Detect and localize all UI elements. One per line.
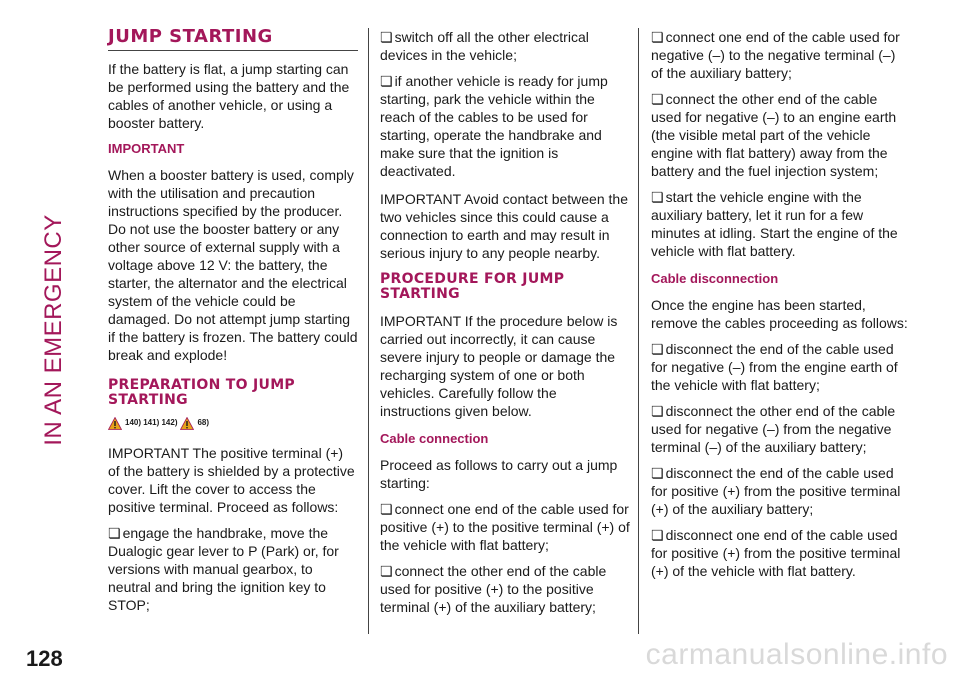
list-item: ❏ disconnect the end of the cable used for negative (–) from the engine earth of the vehicle with flat battery; — [651, 340, 909, 394]
cable-disconnection-heading: Cable disconnection — [651, 271, 779, 286]
list-item: ❏ switch off all the other electrical devices in the vehicle; — [380, 28, 630, 64]
list-item: ❏ if another vehicle is ready for jump starting, park the vehicle within the reach of the cables to be used for starting, operate the handbrake and make sure that the ignition is deactivated. — [380, 72, 630, 180]
list-item: ❏ connect one end of the cable used for positive (+) to the positive terminal (+) of the vehicle with flat battery; — [380, 500, 630, 554]
important-heading: IMPORTANT — [108, 141, 185, 156]
list-item: ❏ start the vehicle engine with the auxiliary battery, let it run for a few minutes at idling. Start the engine of the vehicle with flat battery. — [651, 188, 909, 260]
subsection-heading: PREPARATION TO JUMP STARTING — [108, 377, 295, 408]
column-3 — [651, 28, 909, 588]
column-1 — [108, 28, 358, 622]
column-divider — [638, 28, 639, 634]
list-item: ❏ connect the other end of the cable used for positive (+) to the positive terminal (+) of the auxiliary battery; — [380, 562, 630, 616]
list-item: ❏ disconnect the other end of the cable used for negative (–) from the negative terminal (–) of the auxiliary battery; — [651, 402, 909, 456]
warning-ref-text: 68) — [197, 418, 210, 427]
warning-ref-text: 140) 141) 142) — [125, 418, 178, 427]
list-item: ❏ connect one end of the cable used for negative (–) to the negative terminal (–) of the auxiliary battery; — [651, 28, 909, 82]
warning-icon — [180, 417, 194, 430]
list-item: ❏ connect the other end of the cable used for negative (–) to an engine earth (the visible metal part of the vehicle engine with flat battery) away from the battery and the fuel injection system; — [651, 90, 909, 180]
cable-connection-heading: Cable connection — [380, 431, 489, 446]
section-side-label: IN AN EMERGENCY — [40, 214, 67, 446]
column-divider — [368, 28, 369, 634]
paragraph: IMPORTANT If the procedure below is carried out incorrectly, it can cause severe injury to people or damage the recharging system of one or both vehicles. Carefully follow the instructions given below. — [380, 313, 618, 419]
column-2 — [380, 28, 630, 624]
list-item: ❏ disconnect one end of the cable used for positive (+) from the positive terminal (+) of the vehicle with flat battery. — [651, 526, 909, 580]
subsection-heading: PROCEDURE FOR JUMP STARTING — [380, 271, 565, 302]
watermark: carmanualsonline.info — [645, 638, 948, 671]
paragraph: IMPORTANT The positive terminal (+) of the battery is shielded by a protective cover. Lift the cover to access the positive terminal. Proceed as follows: — [108, 445, 355, 515]
warning-icon — [108, 417, 122, 430]
paragraph: When a booster battery is used, comply with the utilisation and precaution instructions specified by the producer. Do not use the booster battery or any other source of external supply with a voltage above 12 V: the battery, the starter, the alternator and the electrical system of the vehicle could be damaged. Do not attempt jump starting if the battery is frozen. The battery could break and explode! — [108, 167, 358, 363]
paragraph: If the battery is flat, a jump starting can be performed using the battery and the cables of another vehicle, or using a booster battery. — [108, 61, 350, 131]
paragraph: Proceed as follows to carry out a jump starting: — [380, 457, 618, 491]
list-item: ❏ engage the handbrake, move the Dualogic gear lever to P (Park) or, for versions with manual gearbox, to neutral and bring the ignition key to STOP; — [108, 524, 358, 614]
section-title: JUMP STARTING — [108, 28, 358, 51]
list-item: ❏ disconnect the end of the cable used for positive (+) from the positive terminal (+) of the auxiliary battery; — [651, 464, 909, 518]
paragraph: Once the engine has been started, remove the cables proceeding as follows: — [651, 297, 908, 331]
paragraph: IMPORTANT Avoid contact between the two vehicles since this could cause a connection to earth and may result in serious injury to any people nearby. — [380, 191, 628, 261]
page-number: 128 — [26, 646, 63, 671]
warning-references — [108, 414, 358, 432]
